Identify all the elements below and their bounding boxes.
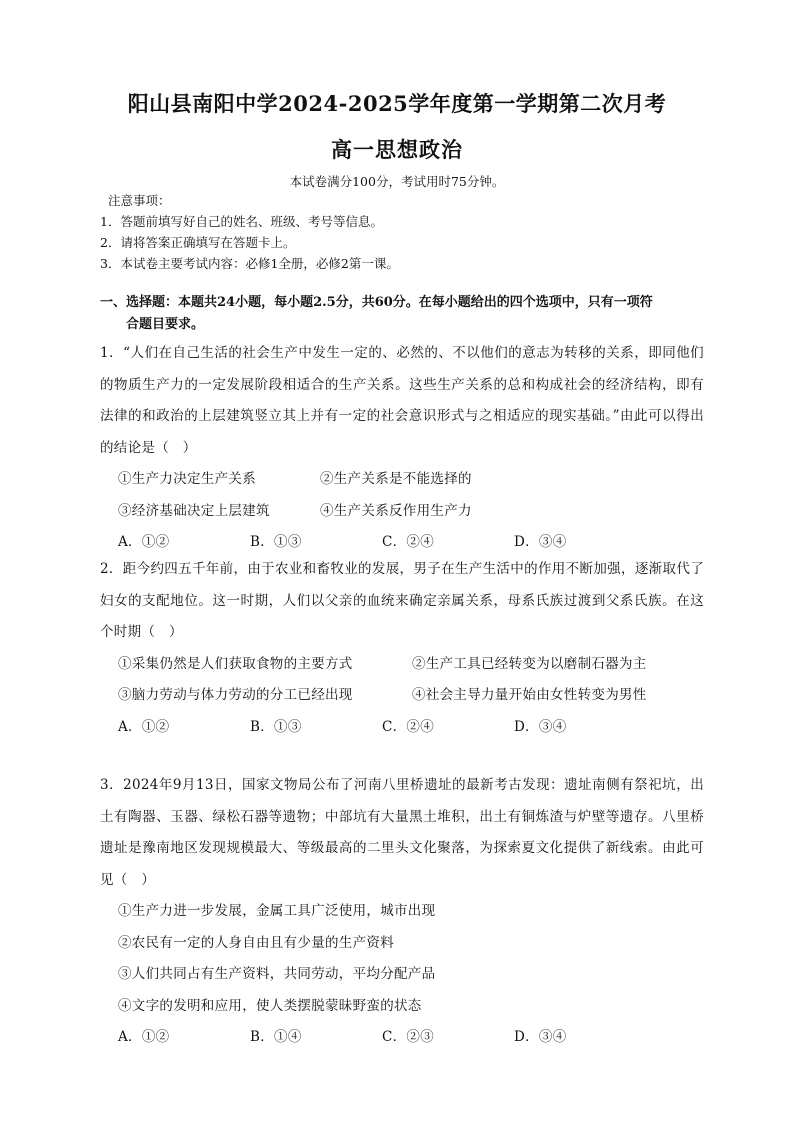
option-d[interactable]: D．③④ (514, 1029, 567, 1045)
statement: ③经济基础决定上层建筑 (118, 502, 270, 519)
options-row (100, 712, 704, 744)
statement: ③脑力劳动与体力劳动的分工已经出现 (118, 687, 353, 703)
option-d[interactable]: D．③④ (514, 534, 567, 550)
question-stem: 2．距今约四五千年前，由于农业和畜牧业的发展，男子在生产生活中的作用不断加强，逐渐取代了妇女的支配地位。这一时期，人们以父亲的血统来确定亲属关系，母系氏族过渡到父系氏族。在这个时期（ ） (100, 561, 704, 640)
statement: ①采集仍然是人们获取食物的主要方式 (118, 655, 353, 672)
note-item: 2．请将答案正确填写在答题卡上。 (100, 235, 296, 250)
notes-heading: 注意事项： (108, 193, 171, 208)
option-c[interactable]: C．②③ (382, 1029, 435, 1045)
question-2 (100, 554, 704, 743)
option-c[interactable]: C．②④ (382, 718, 435, 735)
statement-row (100, 680, 704, 712)
option-d[interactable]: D．③④ (514, 718, 567, 735)
note-item: 3．本试卷主要考试内容：必修1全册，必修2第一课。 (100, 256, 399, 271)
options-row (100, 1022, 704, 1054)
statement: ④社会主导力量开始由女性转变为男性 (412, 687, 647, 703)
exam-info: 本试卷满分100分，考试用时75分钟。 (289, 174, 505, 189)
statement-row (100, 649, 704, 681)
option-b[interactable]: B．①④ (250, 1029, 302, 1045)
statement: ④文字的发明和应用，使人类摆脱蒙昧野蛮的状态 (118, 997, 422, 1014)
question-stem: 1．“人们在自己生活的社会生产中发生一定的、必然的、不以他们的意志为转移的关系，即同他们的物质生产力的一定发展阶段相适合的生产关系。这些生产关系的总和构成社会的经济结构，即有法律的和政治的上层建筑竖立其上并有一定的社会意识形式与之相适应的现实基础。”由此可以得出的结论是（ ） (100, 345, 704, 456)
notes-block (100, 190, 704, 274)
section-line-1: 一、选择题：本题共24小题，每小题2.5分，共60分。在每小题给出的四个选项中，只有一项符 (100, 295, 653, 310)
statement: ②农民有一定的人身自由且有少量的生产资料 (118, 934, 394, 951)
exam-title: 阳山县南阳中学2024-2025学年度第一学期第二次月考 (127, 91, 667, 116)
statement: ②生产关系是不能选择的 (320, 471, 472, 487)
section-heading (100, 292, 704, 336)
option-a[interactable]: A．①② (118, 534, 170, 550)
option-a[interactable]: A．①② (118, 1029, 170, 1045)
statement: ②生产工具已经转变为以磨制石器为主 (412, 655, 647, 672)
question-1 (100, 338, 704, 559)
statement-row (100, 496, 704, 528)
statement: ③人们共同占有生产资料，共同劳动，平均分配产品 (118, 966, 436, 982)
statement-row (100, 464, 704, 496)
section-line-2: 合题目要求。 (126, 317, 205, 332)
option-c[interactable]: C．②④ (382, 534, 435, 550)
option-b[interactable]: B．①③ (250, 534, 302, 550)
statement: ①生产力进一步发展，金属工具广泛使用，城市出现 (118, 903, 436, 919)
exam-subject: 高一思想政治 (331, 137, 463, 162)
option-a[interactable]: A．①② (118, 718, 170, 735)
note-item: 1．答题前填写好自己的姓名、班级、考号等信息。 (100, 214, 383, 229)
question-3 (100, 770, 704, 1054)
statement: ④生产关系反作用生产力 (320, 502, 472, 519)
question-stem: 3．2024年9月13日，国家文物局公布了河南八里桥遗址的最新考古发现：遗址南侧有祭祀坑，出土有陶器、玉器、绿松石器等遗物；中部坑有大量黑土堆积，出土有铜炼渣与炉壁等遗存。八里桥遗址是豫南地区发现规模最大、等级最高的二里头文化聚落，为探索夏文化提供了新线索。由此可见（ ） (100, 777, 704, 888)
option-b[interactable]: B．①③ (250, 718, 302, 735)
statement: ①生产力决定生产关系 (118, 471, 256, 487)
